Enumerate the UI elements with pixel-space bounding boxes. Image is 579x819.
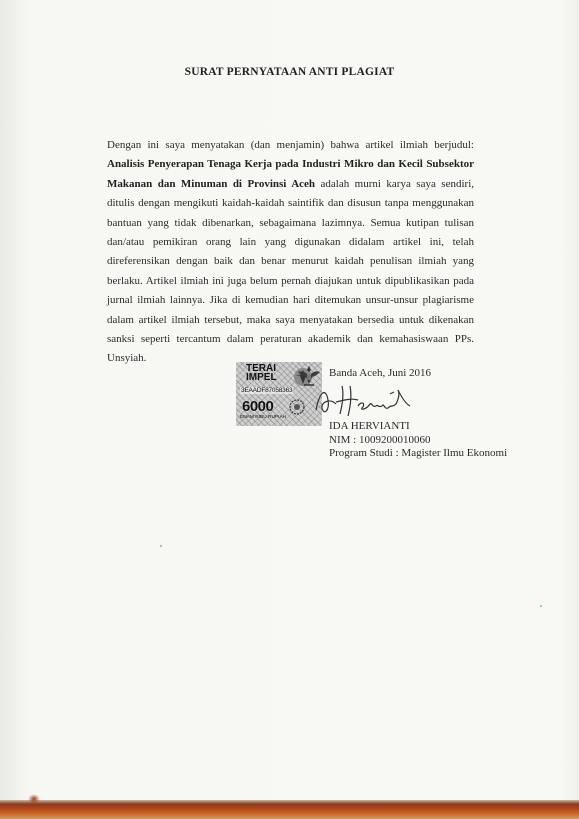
handwritten-signature [312, 380, 422, 424]
article-title: Analisis Penyerapan Tenaga Kerja pada Industri Mikro dan Kecil Subsektor Makanan dan Minuman di Provinsi Aceh [107, 158, 474, 190]
stamp-value: 6000 [242, 398, 274, 415]
signatory-block [329, 420, 507, 461]
stamp-serial: 3EAADF87058363 [241, 387, 293, 394]
document-title: SURAT PERNYATAAN ANTI PLAGIAT [184, 66, 395, 78]
signatory-program: Program Studi : Magister Ilmu Ekonomi [329, 447, 508, 459]
signatory-name: IDA HERVIANTI [329, 420, 410, 432]
signatory-nim: NIM : 1009200010060 [329, 433, 431, 446]
stamp-seal-icon [288, 398, 306, 416]
stamp-label [246, 364, 277, 382]
stamp-value-words: ENAM RIBU RUPIAH [240, 415, 287, 420]
scan-speck [160, 545, 162, 547]
statement-paragraph [107, 136, 474, 369]
stamp-label-line1: TERAI [246, 363, 276, 374]
place-date: Banda Aceh, Juni 2016 [329, 367, 432, 379]
statement-rest: adalah murni karya saya sendiri, ditulis dengan mengikuti kaidah-kaidah saintifik dan disusun tanpa menggunakan bantuan yang tidak dibenarkan, sebagaimana lazimnya. Semua kutipan tulisan dan/atau pemikiran orang lain yang digunakan didalam artikel ini, telah direferensikan dengan baik dan benar menurut kaidah penulisan ilmiah yang berlaku. Artikel ilmiah ini juga belum pernah diajukan untuk dipublikasikan pada jurnal ilmiah lainnya. Jika di kemudian hari ditemukan unsur-unsur plagiarisme dalam artikel ilmiah tersebut, maka saya menyatakan bersedia untuk dikenakan sanksi seperti tercantum dalam peraturan akademik dan kemahasiswaan PPs. Unsyiah. [107, 177, 474, 365]
scan-speck [540, 605, 542, 607]
page-bottom-edge [0, 800, 579, 819]
stamp-label-line2: IMPEL [246, 372, 277, 383]
statement-intro: Dengan ini saya menyatakan (dan menjamin) bahwa artikel ilmiah berjudul: [107, 139, 474, 151]
